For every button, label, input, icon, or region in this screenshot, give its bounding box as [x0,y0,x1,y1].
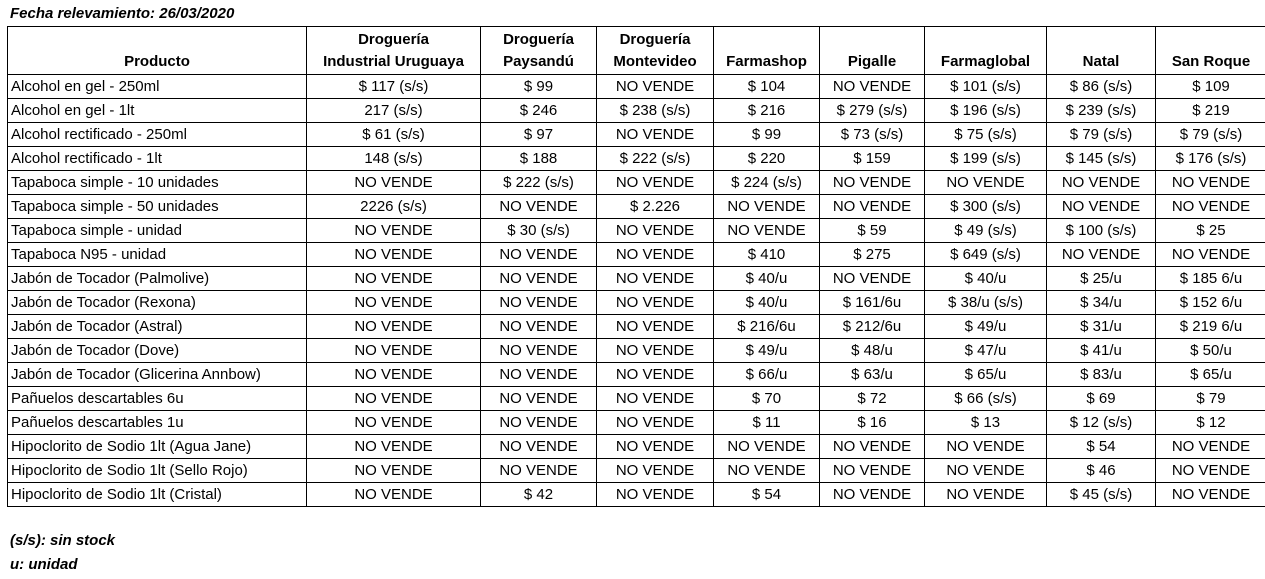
price-cell: $ 49/u [925,315,1047,339]
price-cell: NO VENDE [307,459,481,483]
legend-unidad: u: unidad [10,556,78,573]
price-cell: $ 239 (s/s) [1047,99,1156,123]
price-cell: NO VENDE [925,459,1047,483]
product-name-cell: Tapaboca simple - 10 unidades [8,171,307,195]
price-cell: NO VENDE [307,483,481,507]
price-cell: $ 238 (s/s) [597,99,714,123]
price-cell: $ 212/6u [820,315,925,339]
table-row [8,267,1265,291]
price-cell: $ 196 (s/s) [925,99,1047,123]
price-cell: $ 25 [1156,219,1265,243]
table-row [8,435,1265,459]
column-header-natal: Natal [1047,27,1156,75]
price-cell: NO VENDE [597,315,714,339]
table-row [8,459,1265,483]
price-cell: $ 161/6u [820,291,925,315]
table-row [8,147,1265,171]
product-name-cell: Tapaboca N95 - unidad [8,243,307,267]
product-name-cell: Jabón de Tocador (Glicerina Annbow) [8,363,307,387]
price-cell: $ 79 [1156,387,1265,411]
price-cell: NO VENDE [925,435,1047,459]
price-cell: $ 79 (s/s) [1047,123,1156,147]
price-cell: $ 13 [925,411,1047,435]
price-cell: $ 219 [1156,99,1265,123]
price-cell: 217 (s/s) [307,99,481,123]
survey-date-label: Fecha relevamiento: 26/03/2020 [10,5,235,22]
price-cell: $ 300 (s/s) [925,195,1047,219]
price-cell: $ 224 (s/s) [714,171,820,195]
product-name-cell: Alcohol en gel - 1lt [8,99,307,123]
price-cell: NO VENDE [307,291,481,315]
price-cell: $ 40/u [714,267,820,291]
price-cell: NO VENDE [597,435,714,459]
price-cell: NO VENDE [307,363,481,387]
price-cell: NO VENDE [714,459,820,483]
price-cell: NO VENDE [820,75,925,99]
table-row [8,171,1265,195]
price-cell: $ 222 (s/s) [481,171,597,195]
price-cell: $ 199 (s/s) [925,147,1047,171]
price-cell: $ 246 [481,99,597,123]
price-cell: NO VENDE [481,195,597,219]
price-cell: $ 159 [820,147,925,171]
price-cell: $ 40/u [925,267,1047,291]
product-name-cell: Alcohol en gel - 250ml [8,75,307,99]
column-header-farmashop: Farmashop [714,27,820,75]
price-cell: $ 12 (s/s) [1047,411,1156,435]
table-row [8,195,1265,219]
price-cell: NO VENDE [307,435,481,459]
price-cell: NO VENDE [1156,171,1265,195]
price-cell: NO VENDE [820,171,925,195]
legend-sin-stock: (s/s): sin stock [10,532,116,549]
price-cell: NO VENDE [597,339,714,363]
price-cell: $ 34/u [1047,291,1156,315]
product-name-cell: Jabón de Tocador (Astral) [8,315,307,339]
table-row [8,291,1265,315]
price-cell: $ 40/u [714,291,820,315]
column-header-pigalle: Pigalle [820,27,925,75]
price-cell: $ 99 [714,123,820,147]
price-cell: $ 41/u [1047,339,1156,363]
price-cell: NO VENDE [597,387,714,411]
price-cell: $ 649 (s/s) [925,243,1047,267]
table-row [8,483,1265,507]
price-cell: $ 25/u [1047,267,1156,291]
price-cell: NO VENDE [597,123,714,147]
price-cell: $ 50/u [1156,339,1265,363]
price-cell: NO VENDE [1047,171,1156,195]
price-cell: $ 16 [820,411,925,435]
price-cell: NO VENDE [925,483,1047,507]
price-cell: $ 12 [1156,411,1265,435]
table-row [8,99,1265,123]
price-cell: $ 66 (s/s) [925,387,1047,411]
header-row [8,27,1265,75]
price-cell: NO VENDE [481,459,597,483]
price-cell: NO VENDE [597,483,714,507]
price-cell: $ 219 6/u [1156,315,1265,339]
price-cell: $ 100 (s/s) [1047,219,1156,243]
price-cell: $ 30 (s/s) [481,219,597,243]
price-cell: $ 220 [714,147,820,171]
column-header-producto: Producto [8,27,307,75]
product-name-cell: Jabón de Tocador (Rexona) [8,291,307,315]
product-name-cell: Hipoclorito de Sodio 1lt (Cristal) [8,483,307,507]
price-cell: 2226 (s/s) [307,195,481,219]
price-cell: NO VENDE [820,435,925,459]
table-row [8,387,1265,411]
price-cell: $ 410 [714,243,820,267]
product-name-cell: Hipoclorito de Sodio 1lt (Agua Jane) [8,435,307,459]
price-cell: $ 45 (s/s) [1047,483,1156,507]
price-cell: NO VENDE [1156,459,1265,483]
product-name-cell: Pañuelos descartables 6u [8,387,307,411]
table-row [8,411,1265,435]
price-cell: NO VENDE [481,363,597,387]
price-cell: $ 222 (s/s) [597,147,714,171]
product-name-cell: Tapaboca simple - 50 unidades [8,195,307,219]
price-cell: NO VENDE [307,171,481,195]
price-cell: $ 117 (s/s) [307,75,481,99]
product-name-cell: Pañuelos descartables 1u [8,411,307,435]
price-cell: $ 54 [1047,435,1156,459]
price-cell: NO VENDE [597,243,714,267]
price-cell: $ 42 [481,483,597,507]
price-cell: $ 61 (s/s) [307,123,481,147]
price-cell: NO VENDE [1156,435,1265,459]
price-cell: NO VENDE [925,171,1047,195]
price-cell: NO VENDE [820,267,925,291]
price-cell: $ 38/u (s/s) [925,291,1047,315]
price-cell: NO VENDE [820,459,925,483]
price-cell: NO VENDE [714,195,820,219]
price-cell: $ 185 6/u [1156,267,1265,291]
product-name-cell: Alcohol rectificado - 1lt [8,147,307,171]
price-cell: NO VENDE [307,315,481,339]
column-header-drogueria-montevideo: Droguería Montevideo [597,27,714,75]
price-cell: NO VENDE [597,459,714,483]
price-cell: $ 73 (s/s) [820,123,925,147]
price-cell: NO VENDE [481,243,597,267]
price-cell: NO VENDE [481,411,597,435]
price-cell: $ 216 [714,99,820,123]
column-header-san-roque: San Roque [1156,27,1265,75]
price-cell: $ 86 (s/s) [1047,75,1156,99]
price-cell: $ 104 [714,75,820,99]
price-cell: NO VENDE [1156,483,1265,507]
price-cell: $ 152 6/u [1156,291,1265,315]
price-cell: NO VENDE [307,219,481,243]
price-cell: NO VENDE [597,363,714,387]
price-cell: NO VENDE [307,243,481,267]
price-cell: $ 279 (s/s) [820,99,925,123]
price-cell: $ 48/u [820,339,925,363]
price-cell: NO VENDE [307,339,481,363]
price-cell: NO VENDE [597,219,714,243]
column-header-farmaglobal: Farmaglobal [925,27,1047,75]
price-cell: NO VENDE [481,435,597,459]
table-row [8,75,1265,99]
price-cell: NO VENDE [597,171,714,195]
price-cell: $ 66/u [714,363,820,387]
table-row [8,243,1265,267]
column-header-drogueria-industrial-uruguaya: Droguería Industrial Uruguaya [307,27,481,75]
price-cell: $ 11 [714,411,820,435]
product-name-cell: Jabón de Tocador (Palmolive) [8,267,307,291]
price-cell: $ 65/u [925,363,1047,387]
price-cell: $ 49/u [714,339,820,363]
price-cell: $ 70 [714,387,820,411]
price-comparison-table [7,26,1265,507]
price-cell: $ 83/u [1047,363,1156,387]
price-cell: NO VENDE [1047,195,1156,219]
product-name-cell: Alcohol rectificado - 250ml [8,123,307,147]
price-cell: $ 54 [714,483,820,507]
product-name-cell: Hipoclorito de Sodio 1lt (Sello Rojo) [8,459,307,483]
price-cell: $ 216/6u [714,315,820,339]
price-cell: NO VENDE [481,267,597,291]
price-cell: $ 72 [820,387,925,411]
price-cell: NO VENDE [481,339,597,363]
price-cell: NO VENDE [597,411,714,435]
price-cell: $ 65/u [1156,363,1265,387]
price-cell: $ 69 [1047,387,1156,411]
price-cell: NO VENDE [1156,243,1265,267]
table-row [8,339,1265,363]
price-cell: NO VENDE [1156,195,1265,219]
product-name-cell: Tapaboca simple - unidad [8,219,307,243]
table-row [8,219,1265,243]
price-cell: $ 188 [481,147,597,171]
table-row [8,315,1265,339]
price-cell: 148 (s/s) [307,147,481,171]
price-cell: $ 109 [1156,75,1265,99]
price-cell: NO VENDE [1047,243,1156,267]
price-cell: NO VENDE [481,387,597,411]
price-cell: $ 49 (s/s) [925,219,1047,243]
column-header-drogueria-paysandu: Droguería Paysandú [481,27,597,75]
price-cell: $ 2.226 [597,195,714,219]
price-cell: $ 99 [481,75,597,99]
price-cell: NO VENDE [597,267,714,291]
price-cell: NO VENDE [714,219,820,243]
price-cell: NO VENDE [307,387,481,411]
price-cell: NO VENDE [481,291,597,315]
price-cell: $ 31/u [1047,315,1156,339]
price-cell: NO VENDE [714,435,820,459]
price-cell: $ 176 (s/s) [1156,147,1265,171]
price-cell: $ 59 [820,219,925,243]
price-cell: NO VENDE [307,411,481,435]
table-header [8,27,1265,75]
price-cell: NO VENDE [481,315,597,339]
price-cell: $ 79 (s/s) [1156,123,1265,147]
price-cell: $ 145 (s/s) [1047,147,1156,171]
price-cell: NO VENDE [307,267,481,291]
price-cell: $ 47/u [925,339,1047,363]
price-cell: $ 46 [1047,459,1156,483]
price-cell: NO VENDE [820,483,925,507]
price-cell: $ 275 [820,243,925,267]
price-cell: NO VENDE [820,195,925,219]
price-cell: NO VENDE [597,75,714,99]
price-cell: $ 75 (s/s) [925,123,1047,147]
table-body [8,75,1265,507]
price-cell: $ 101 (s/s) [925,75,1047,99]
price-cell: $ 97 [481,123,597,147]
table-row [8,123,1265,147]
product-name-cell: Jabón de Tocador (Dove) [8,339,307,363]
table-row [8,363,1265,387]
price-cell: NO VENDE [597,291,714,315]
price-cell: $ 63/u [820,363,925,387]
